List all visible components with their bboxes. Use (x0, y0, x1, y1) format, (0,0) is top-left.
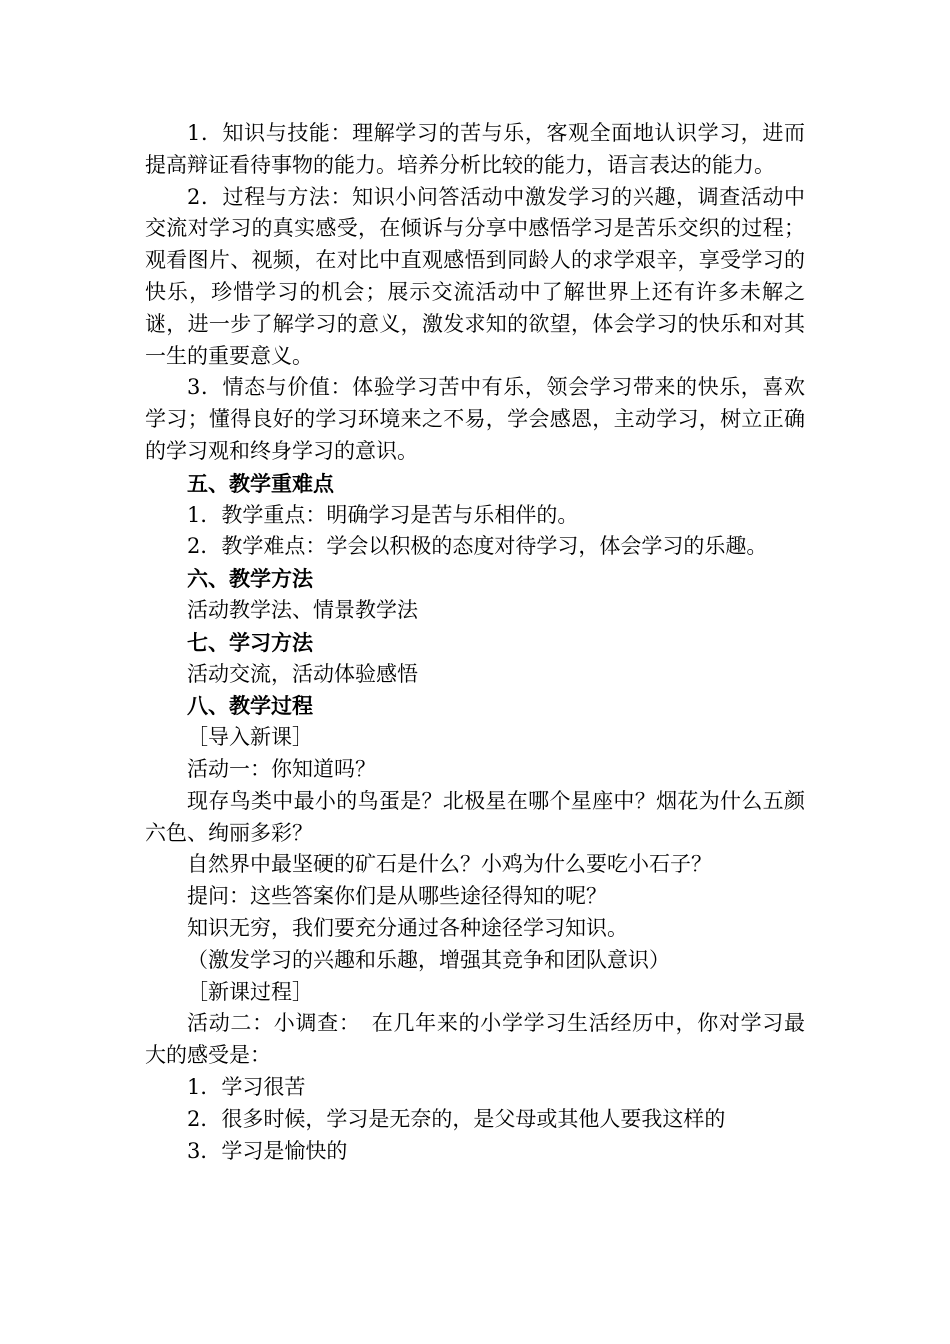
objective-process: 2．过程与方法：知识小问答活动中激发学习的兴趣，调查活动中交流对学习的真实感受，在倾诉与分享中感悟学习是苦乐交织的过程；观看图片、视频，在对比中直观感悟到同龄人的求学艰辛，享受学习的快乐，珍惜学习的机会；展示交流活动中了解世界上还有许多未解之谜，进一步了解学习的意义，激发求知的欲望，体会学习的快乐和对其一生的重要意义。 (145, 184, 805, 368)
process-line: 自然界中最坚硬的矿石是什么？小鸡为什么要吃小石子？ (187, 852, 712, 877)
survey-option: 3．学习是愉快的 (187, 1138, 348, 1163)
process-line: 提问：这些答案你们是从哪些途径得知的呢？ (187, 884, 607, 909)
document-page (145, 118, 805, 1167)
process-line: ［导入新课］ (187, 725, 313, 750)
section-heading-teaching-method: 六、教学方法 (187, 566, 313, 592)
key-point-item: 1．教学重点：明确学习是苦与乐相伴的。 (187, 502, 579, 527)
survey-option: 2．很多时候，学习是无奈的，是父母或其他人要我这样的 (187, 1106, 726, 1131)
process-line: （激发学习的兴趣和乐趣，增强其竞争和团队意识） (187, 947, 670, 972)
objective-knowledge: 1．知识与技能：理解学习的苦与乐，客观全面地认识学习，进而提高辩证看待事物的能力。培养分析比较的能力，语言表达的能力。 (145, 121, 805, 177)
teaching-method-text: 活动教学法、情景教学法 (187, 597, 418, 622)
process-line: 知识无穷，我们要充分通过各种途径学习知识。 (187, 915, 628, 940)
section-heading-key-points: 五、教学重难点 (187, 470, 334, 496)
process-line: 活动一：你知道吗？ (187, 756, 376, 781)
process-line: 活动二：小调查： 在几年来的小学学习生活经历中，你对学习最大的感受是： (145, 1011, 805, 1068)
section-heading-teaching-process: 八、教学过程 (187, 693, 313, 719)
process-line: 现存鸟类中最小的鸟蛋是？北极星在哪个星座中？烟花为什么五颜六色、绚丽多彩？ (145, 788, 805, 845)
learning-method-text: 活动交流，活动体验感悟 (187, 661, 418, 686)
difficult-point-item: 2．教学难点：学会以积极的态度对待学习，体会学习的乐趣。 (187, 534, 768, 559)
objective-values: 3．情态与价值：体验学习苦中有乐，领会学习带来的快乐，喜欢学习；懂得良好的学习环境来之不易，学会感恩，主动学习，树立正确的学习观和终身学习的意识。 (145, 375, 805, 463)
section-heading-learning-method: 七、学习方法 (187, 629, 313, 655)
survey-option: 1．学习很苦 (187, 1074, 306, 1099)
process-line: ［新课过程］ (187, 979, 313, 1004)
